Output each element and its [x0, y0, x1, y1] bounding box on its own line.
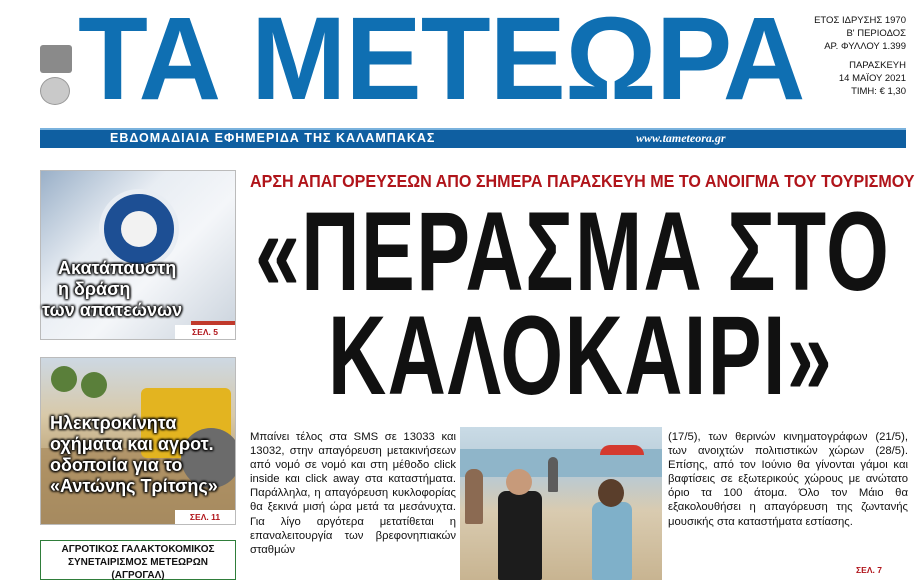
tree-shape: [51, 366, 77, 392]
badge-center: [121, 211, 157, 247]
newspaper-title: ΤΑ ΜΕΤΕΩΡΑ: [78, 0, 805, 125]
newspaper-subtitle: ΕΒΔΟΜΑΔΙΑΙΑ ΕΦΗΜΕΡΙΔΑ ΤΗΣ ΚΑΛΑΜΠΑΚΑΣ: [110, 131, 436, 145]
person-masked-man: [498, 491, 542, 580]
page-ref: ΣΕΛ. 5: [175, 325, 235, 339]
headline-kicker: ΑΡΣΗ ΑΠΑΓΟΡΕΥΣΕΩΝ ΑΠΟ ΣΗΜΕΡΑ ΠΑΡΑΣΚΕΥΗ ΜΕ ΤΟ ΑΝΟΙΓΜΑ ΤΟΥ ΤΟΥΡΙΣΜΟΥ: [250, 171, 915, 191]
issue-price: ΤΙΜΗ: € 1,30: [851, 86, 906, 97]
issue-number: ΑΡ. ΦΥΛΛΟΥ 1.399: [824, 41, 906, 52]
cooperative-ad[interactable]: [40, 540, 236, 580]
person-masked-woman: [592, 502, 632, 580]
page-ref: ΣΕΛ. 11: [175, 510, 235, 524]
story-caption: [58, 258, 176, 300]
headline-line-2: ΚΑΛΟΚΑΙΡΙ»: [328, 293, 834, 418]
caption-line: «Αντώνης Τρίτσης»: [50, 476, 218, 496]
article-column-2: (17/5), των θερινών κινηματογράφων (21/5), των ανοιχτών πολιτιστικών χώρων (28/5). Επίσης, από τον Ιούνιο θα γίνονται γάμοι και βαφτίσεις σε εξωτερικούς χώρους με ανώτατο όριο τα 100 άτομα. Όλο τον Μάιο θα εξακολουθήσει η απαγόρευση της ζωντανής μουσικής στα καταστήματα εστίασης.: [668, 431, 908, 528]
person-head: [506, 469, 532, 495]
caption-line: οδοποιία για το: [50, 455, 183, 475]
person-head: [598, 479, 624, 507]
founded-year: ΕΤΟΣ ΙΔΡΥΣΗΣ 1970: [814, 15, 906, 26]
headline-line-1: «ΠΕΡΑΣΜΑ ΣΤΟ: [255, 189, 891, 314]
ad-line: ΑΓΡΟΤΙΚΟΣ ΓΑΛΑΚΤΟΚΟΜΙΚΟΣ: [61, 544, 215, 555]
seal-icon: [40, 77, 70, 105]
issue-day: ΠΑΡΑΣΚΕΥΗ: [849, 60, 906, 71]
masthead-emblem-icons: [40, 45, 76, 105]
article-column-1: Μπαίνει τέλος στα SMS σε 13033 και 13032, στην απαγόρευση μετακινήσεων από νομό σε νομό και στη μέθοδο click inside και click away στα καταστήματα. Παράλληλα, η απαγόρευση κυκλοφορίας θα ξεκινά μισή ώρα μετά τα μεσάνυχτα. Για λίγο αργότερα μετατίθεται η επαναλειτουργία των βρεφονηπιακών σταθμών: [250, 431, 456, 556]
umbrella: [600, 445, 644, 455]
person: [465, 469, 483, 524]
story-caption: [50, 413, 240, 497]
story-caption-last: των απατεώνων: [42, 300, 183, 320]
person: [548, 457, 558, 492]
issue-info: [768, 14, 906, 98]
ad-line: ΣΥΝΕΤΑΙΡΙΣΜΟΣ ΜΕΤΕΩΡΩΝ (ΑΓΡΟΓΑΛ): [68, 557, 208, 581]
caption-line: η δράση: [58, 279, 131, 299]
emblem-icon: [40, 45, 72, 73]
website-link[interactable]: www.tameteora.gr: [636, 131, 726, 145]
caption-line: Ακατάπαυστη: [58, 258, 177, 278]
page-ref: ΣΕΛ. 7: [838, 563, 900, 577]
caption-line: οχήματα και αγροτ.: [50, 434, 214, 454]
beach-photo: [460, 427, 662, 580]
caption-line: Ηλεκτροκίνητα: [50, 413, 177, 433]
tree-shape: [81, 372, 107, 398]
issue-date: 14 ΜΑΪΟΥ 2021: [838, 73, 906, 84]
period: Β' ΠΕΡΙΟΔΟΣ: [846, 28, 906, 39]
